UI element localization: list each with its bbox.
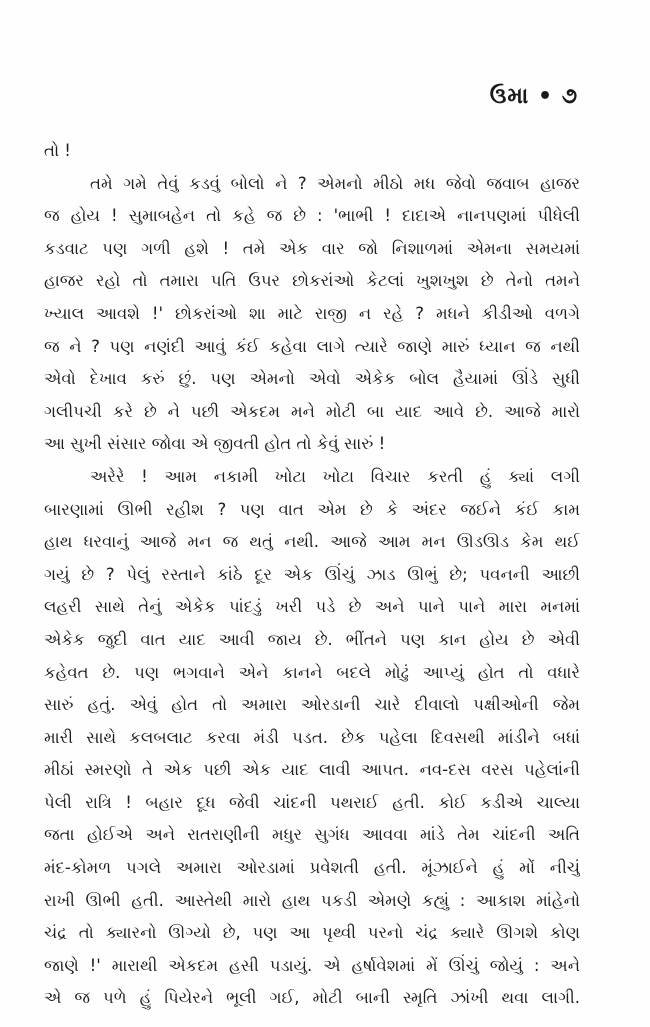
text-line: સારું હતું. એવું હોત તો અમારા ઓરડાની ચારે દીવાલો પક્ષીઓની જેમ xyxy=(44,695,580,715)
text-line: ચંદ્ર તો ક્યારનો ઊગ્યો છે, પણ આ પૃથ્વી પરનો ચંદ્ર ક્યારે ઊગશે કોણ xyxy=(44,923,580,943)
running-head: ઉમા • ૭ xyxy=(489,84,578,109)
text-line: એવો દેખાવ કરું છું. પણ એમનો એવો એકેક બોલ હૈયામાં ઊંડે સુધી xyxy=(44,369,580,389)
text-line: કડવાટ પણ ગળી હશે ! તમે એક વાર જો નિશાળમાં એમના સમયમાં xyxy=(44,238,580,258)
text-line: એ જ પળે હું પિયેરને ભૂલી ગઈ, મોટી બાની સ્મૃતિ ઝાંખી થવા લાગી. xyxy=(44,988,580,1008)
text-line: મારી સાથે કલબલાટ કરવા મંડી પડત. છેક પહેલા દિવસથી માંડીને બધાં xyxy=(44,727,580,747)
text-line: કહેવત છે. પણ ભગવાને એને કાનને બદલે મોઢું આપ્યું હોત તો વધારે xyxy=(44,662,580,682)
text-line: જ હોય ! સુમાબહેન તો કહે જ છે : 'ભાભી ! દાદાએ નાનપણમાં પીધેલી xyxy=(44,206,580,226)
text-line: તો ! xyxy=(44,141,71,160)
text-line: મીઠાં સ્મરણો તે એક પછી એક યાદ લાવી આપત. નવ-દસ વરસ પહેલાંની xyxy=(44,760,580,780)
text-line: એકેક જુદી વાત યાદ આવી જાય છે. ભીંતને પણ કાન હોય છે એવી xyxy=(44,629,580,649)
text-line: અરેરે ! આમ નકામી ખોટા ખોટા વિચાર કરતી હું ક્યાં લગી xyxy=(90,466,580,486)
body-text xyxy=(44,135,580,1015)
text-line: ગયું છે ? પેલું રસ્તાને કાંઠે દૂર એક ઊંચું ઝાડ ઊભું છે; પવનની આછી xyxy=(44,564,580,584)
text-line: બારણામાં ઊભી રહીશ ? પણ વાત એમ છે કે અંદર જઈને કંઈ કામ xyxy=(44,499,580,519)
text-line: આ સુખી સંસાર જોવા એ જીવતી હોત તો કેવું સારું ! xyxy=(44,434,386,454)
text-line: રાખી ઊભી હતી. આસ્તેથી મારો હાથ પકડી એમણે કહ્યું : આકાશ માંહેનો xyxy=(44,890,580,910)
text-line: હાજર રહો તો તમારા પતિ ઉપર છોકરાંઓ કેટલાં ખુશખુશ છે તેનો તમને xyxy=(44,271,580,291)
text-line: હાથ ધરવાનું આજે મન જ થતું નથી. આજે આમ મન ઊડઊડ કેમ થઈ xyxy=(44,532,580,552)
text-line: લહરી સાથે તેનું એકેક પાંદડું ખરી પડે છે અને પાને પાને મારા મનમાં xyxy=(44,597,580,617)
text-line: તમે ગમે તેવું કડવું બોલો ને ? એમનો મીઠો મધ જેવો જવાબ હાજર xyxy=(90,173,580,193)
text-line: ખ્યાલ આવશે !' છોકરાંઓ શા માટે રાજી ન રહે ? મધને કીડીઓ વળગે xyxy=(44,303,580,323)
text-line: ગલીપચી કરે છે ને પછી એકદમ મને મોટી બા યાદ આવે છે. આજે મારો xyxy=(44,401,580,421)
text-line: પેલી રાત્રિ ! બહાર દૂધ જેવી ચાંદની પથરાઈ હતી. કોઈ કડીએ ચાલ્યા xyxy=(44,792,580,812)
text-line: જ ને ? પણ નણંદી આવું કંઈ કહેવા લાગે ત્યારે જાણે મારું ધ્યાન જ નથી xyxy=(44,336,580,356)
text-line: મંદ-કોમળ પગલે અમારા ઓરડામાં પ્રવેશતી હતી. મૂંઝાઈને હું મોં નીચું xyxy=(44,858,580,878)
text-line: જાણે !' મારાથી એકદમ હસી પડાયું. એ હર્ષાવેશમાં મેં ઊંચું જોયું : અને xyxy=(44,955,580,975)
text-line: જતા હોઈએ અને રાતરાણીની મધુર સુગંધ આવવા માંડે તેમ ચાંદની અતિ xyxy=(44,825,580,845)
